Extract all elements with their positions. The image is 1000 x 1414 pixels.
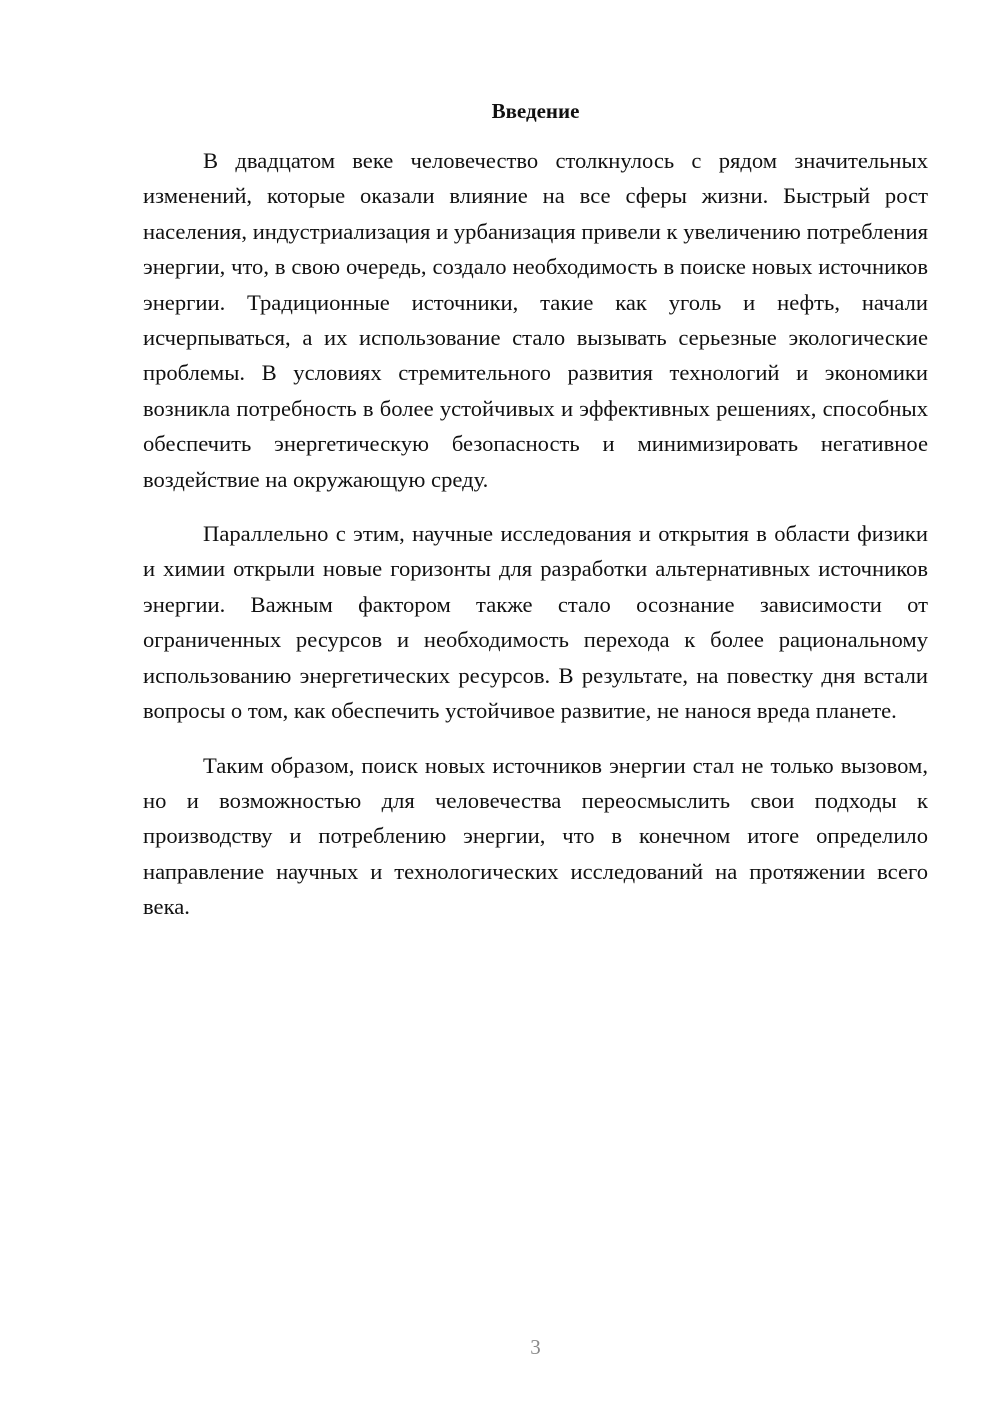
paragraph-1: В двадцатом веке человечество столкнулось с рядом значительных изменений, которые оказали влияние на все сферы жизни. Быстрый рост населения, индустриализация и урбанизация привели к увеличению потребления энергии, что, в свою очередь, создало необходимость в поиске новых источников энергии. Традиционные источники, такие как уголь и нефть, начали исчерпываться, а их использование стало вызывать серьезные экологические проблемы. В условиях стремительного развития технологий и экономики возникла потребность в более устойчивых и эффективных решениях, способных обеспечить энергетическую безопасность и минимизировать негативное воздействие на окружающую среду. xyxy=(143,148,928,492)
page-title: Введение xyxy=(491,99,580,123)
paragraph-2: Параллельно с этим, научные исследования и открытия в области физики и химии открыли новые горизонты для разработки альтернативных источников энергии. Важным фактором также стало осознание зависимости от ограниченных ресурсов и необходимость перехода к более рациональному использованию энергетических ресурсов. В результате, на повестку дня встали вопросы о том, как обеспечить устойчивое развитие, не нанося вреда планете. xyxy=(143,521,928,724)
document-body xyxy=(143,143,928,944)
page-number: 3 xyxy=(530,1335,541,1359)
paragraph-3: Таким образом, поиск новых источников энергии стал не только вызовом, но и возможностью для человечества переосмыслить свои подходы к производству и потреблению энергии, что в конечном итоге определило направление научных и технологических исследований на протяжении всего века. xyxy=(143,752,928,920)
